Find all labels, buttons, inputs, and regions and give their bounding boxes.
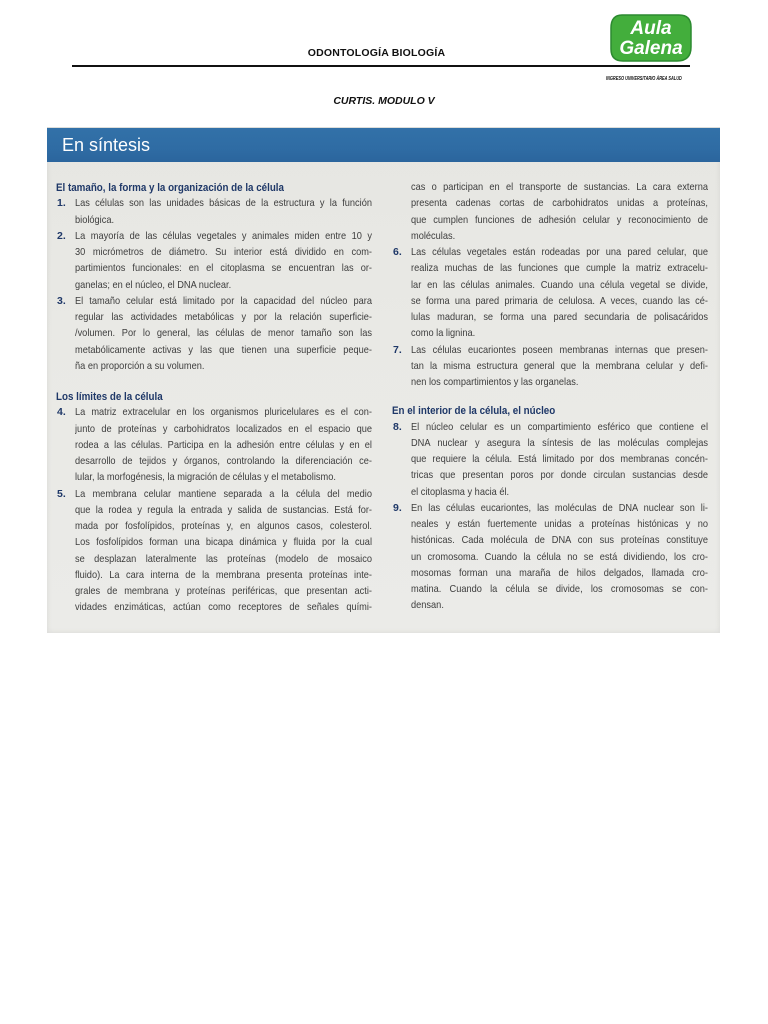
text-line: el citoplasma y hacia él.	[411, 485, 510, 498]
text-line: se desplazan lateralmente las proteínas (modelo de mosaico	[75, 552, 372, 565]
item-text	[411, 342, 708, 391]
section-heading	[56, 179, 376, 195]
summary-item	[392, 342, 712, 391]
item-text	[75, 195, 372, 228]
text-line: El tamaño celular está limitado por la capacidad del núcleo para	[75, 294, 372, 307]
item-number: 1.	[57, 197, 66, 210]
text-line: biológica.	[75, 213, 115, 226]
text-line: nen los compartimientos y las organelas.	[411, 376, 579, 388]
summary-item	[56, 404, 376, 485]
summary-item	[56, 293, 376, 374]
text-line: Las células eucariontes poseen membranas internas que presen-	[411, 343, 708, 356]
section-heading-text: En el interior de la célula, el núcleo	[392, 405, 556, 418]
text-line: tan la misma estructura general que la membrana celular y defi-	[411, 359, 708, 372]
item-number: 2.	[57, 229, 66, 242]
summary-column-right	[392, 179, 712, 614]
text-line: que requiere la célula. Está limitado por dos membranas concén-	[411, 453, 708, 465]
text-line: cas o participan en el transporte de sustancias. La cara externa	[411, 181, 708, 193]
text-line: lar en las células animales. Cuando una célula vegetal se divide,	[411, 278, 708, 291]
text-line: fluido). La cara interna de la membrana presenta proteínas inte-	[75, 568, 372, 581]
item-text	[411, 179, 708, 244]
item-number: 9.	[393, 501, 402, 514]
text-line: realiza muchas de las funciones que cumple la matriz extracelu-	[411, 262, 708, 275]
text-line: 30 micrómetros de diámetro. Su interior está dividido en com-	[75, 246, 372, 258]
logo-tagline-wrap	[606, 67, 692, 82]
text-line: matina. Cuando la célula se divide, los cromosomas se con-	[411, 583, 708, 595]
item-number: 7.	[393, 343, 402, 356]
summary-column-left	[56, 179, 376, 616]
summary-item	[56, 195, 376, 228]
text-line: El núcleo celular es un compartimiento esférico que contiene el	[411, 420, 708, 433]
text-line: se forma una pared primaria de celulosa. A veces, cuando las cé-	[411, 294, 708, 307]
item-text	[75, 404, 372, 485]
text-line: /volumen. Por lo general, las células de menor tamaño son las	[75, 327, 372, 340]
item-text	[75, 293, 372, 374]
item-number: 6.	[393, 246, 402, 258]
text-line: grales de membrana y proteínas periféricas, que presentan acti-	[75, 585, 372, 597]
text-line: La membrana celular mantiene separada a la célula del medio	[75, 487, 372, 500]
text-line: lular, la morfogénesis, la migración de células y el metabolismo.	[75, 471, 336, 484]
text-line: metabólicamente activas y las que tienen una superficie peque-	[75, 343, 372, 356]
document-subtitle: CURTIS. MODULO V	[333, 95, 435, 107]
logo-tagline: INGRESO UNIVERSITARIO ÁREA SALUD	[606, 76, 682, 82]
text-line: mosomas forman una maraña de hilos delgados, llamada cro-	[411, 566, 708, 579]
text-line: Las células son las unidades básicas de la estructura y la función	[75, 197, 372, 210]
text-line: ganelas; en el núcleo, el DNA nuclear.	[75, 278, 232, 291]
section-heading-text: Los límites de la célula	[56, 391, 163, 403]
summary-banner	[47, 128, 720, 162]
text-line: densan.	[411, 599, 444, 612]
summary-item	[392, 500, 712, 614]
text-line: Las células vegetales están rodeadas por una pared celular, que	[411, 246, 708, 258]
text-line: En las células eucariontes, las moléculas de DNA nuclear son li-	[411, 501, 708, 514]
text-line: lulas maduran, se forma una pared secundaria de polisacáridos	[411, 311, 708, 323]
item-text	[411, 500, 708, 614]
item-text	[411, 419, 708, 500]
item-number: 8.	[393, 420, 402, 433]
text-line: regular las actividades metabólicas y por la relación superficie-	[75, 311, 372, 323]
summary-scan	[47, 127, 720, 633]
item-number: 3.	[57, 294, 66, 307]
text-line: ña en proporción a su volumen.	[75, 359, 205, 372]
text-line: partimientos funcionales: en el citoplasma se encuentran las or-	[75, 262, 372, 275]
section-heading	[392, 402, 712, 418]
text-line: que la rodea y regula la entrada y salida de sustancias. Está for-	[75, 503, 372, 516]
text-line: DNA nuclear y asegura la síntesis de las moléculas complejas	[411, 436, 708, 449]
summary-item	[392, 419, 712, 500]
text-line: La mayoría de las células vegetales y animales miden entre 10 y	[75, 229, 372, 242]
banner-title: En síntesis	[62, 135, 151, 155]
text-line: neales y están fuertemente unidas a proteínas histónicas y no	[411, 518, 708, 530]
summary-item-continued	[392, 179, 712, 244]
text-line: como la lignina.	[411, 327, 476, 340]
section-heading-text: El tamaño, la forma y la organización de la célula	[56, 182, 284, 194]
summary-item	[56, 228, 376, 293]
text-line: mada por fosfolípidos, proteínas y, en algunos casos, colesterol.	[75, 520, 372, 532]
text-line: moléculas.	[411, 229, 456, 242]
item-text	[411, 244, 708, 342]
text-line: Los fosfolípidos forman una bicapa dinámica y fluida por la cual	[75, 536, 372, 549]
item-text	[75, 228, 372, 293]
text-line: junto de proteínas y carbohidratos localizados en el espacio que	[75, 422, 372, 435]
item-number: 4.	[57, 406, 66, 419]
text-line: desarrollo de tejidos y órganos, controlando la diferenciación ce-	[75, 455, 372, 467]
aula-galena-logo	[609, 13, 693, 63]
summary-item	[56, 486, 376, 616]
text-line: La matriz extracelular en los organismos pluricelulares es el con-	[75, 406, 372, 419]
summary-item	[392, 244, 712, 342]
text-line: histónicas. Cada molécula de DNA con sus proteínas constituye	[411, 534, 708, 547]
text-line: tricas que presentan poros por donde circulan sustancias desde	[411, 469, 708, 482]
text-line: vidades enzimáticas, actúan como receptores de señales quími-	[75, 601, 372, 614]
text-line: que cumplen funciones de adhesión celular y reconocimiento de	[411, 213, 708, 226]
header-rule	[72, 65, 690, 67]
text-line: presenta cadenas cortas de carbohidratos unidas a proteínas,	[411, 197, 708, 210]
section-heading	[56, 388, 376, 404]
text-line: rodea a las células. Participa en la adhesión entre células y en el	[75, 438, 372, 451]
logo-word-galena: Galena	[619, 38, 683, 59]
text-line: un cromosoma. Cuando la célula no se está dividiendo, los cro-	[411, 550, 708, 563]
item-number: 5.	[57, 487, 66, 500]
document-title: ODONTOLOGÍA BIOLOGÍA	[307, 47, 446, 59]
item-text	[75, 486, 372, 616]
logo-word-aula: Aula	[630, 18, 672, 39]
